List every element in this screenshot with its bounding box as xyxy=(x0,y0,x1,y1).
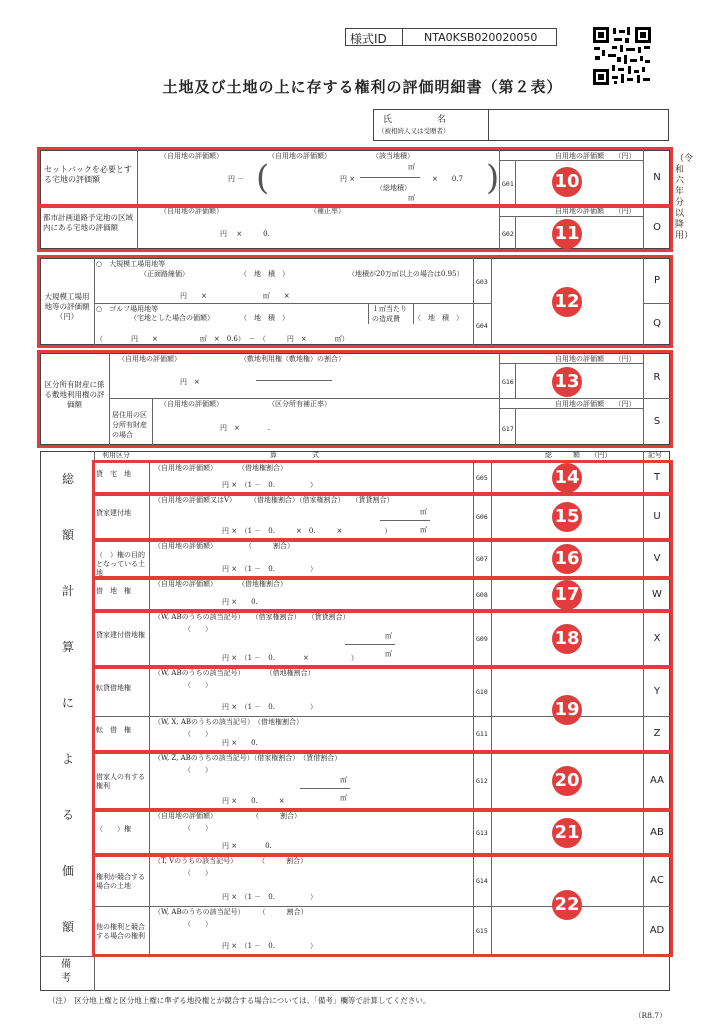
row-symbol: X xyxy=(653,633,661,644)
version-label: （R8.7） xyxy=(634,1011,667,1020)
q-label: ○ ゴルフ場用地等 xyxy=(96,305,159,313)
badge-16: 16 xyxy=(552,544,582,574)
unit-m2: ㎡ xyxy=(340,776,347,784)
col-header-symbol: 記号 xyxy=(648,451,662,459)
highlight-calc xyxy=(92,576,673,613)
r-right-header: 自用地の評価額 （円） xyxy=(555,355,636,363)
footer-note: （注） 区分地上権と区分地上権に準ずる地役権とが競合する場合については、「備考」欄等で計算してください。 xyxy=(48,996,431,1005)
row-name: 権利が競合する場合の土地 xyxy=(96,872,145,890)
badge-14: 14 xyxy=(552,463,582,493)
row-symbol: AD xyxy=(649,924,665,936)
row-name: 貸家建付借地権 xyxy=(96,631,145,639)
highlight-calc xyxy=(92,460,673,496)
r-code: G16 xyxy=(502,378,514,386)
badge-15: 15 xyxy=(552,502,582,532)
o-h2: （補正率） xyxy=(310,207,345,215)
row-sub-blank: （ ） xyxy=(184,681,212,689)
col-header-total: 総 額 （円） xyxy=(545,451,612,459)
unit-m2: ㎡ xyxy=(420,508,427,516)
row-sub-blank: （ ） xyxy=(184,824,212,832)
form-id-label: 様式ID xyxy=(350,32,387,46)
n-symbol: N xyxy=(653,172,661,183)
row-symbol: U xyxy=(653,511,661,522)
row-formula: 円 × （1 － 0. ） xyxy=(222,893,317,901)
row-name: 借 地 権 xyxy=(96,586,131,595)
section-n-label: セットバックを必要とする宅地の評価額 xyxy=(44,165,132,184)
badge-19: 19 xyxy=(552,695,582,725)
row-formula: 円 × （1 － 0. ） xyxy=(222,565,317,573)
row-sub-blank: （ ） xyxy=(184,920,212,928)
q-h2: （ 地 積 ） xyxy=(240,314,289,322)
n-h3: （該当地積） xyxy=(372,152,414,160)
q-code: G04 xyxy=(476,322,488,330)
row-code: G07 xyxy=(476,555,488,563)
unit-m2: ㎡ xyxy=(420,526,427,534)
row-formula: 円 × （1 － 0. ） xyxy=(222,481,317,489)
p-symbol: P xyxy=(653,275,661,286)
p-formula: 円 × ㎡ × xyxy=(180,292,290,300)
vertical-char: 計 xyxy=(61,584,74,598)
p-code: G03 xyxy=(476,278,488,286)
row-symbol: AA xyxy=(650,775,664,786)
q-formula: （ 円 × ㎡ × 0.6） － （ 円 × ㎡） xyxy=(96,335,349,343)
row-code: G08 xyxy=(476,590,488,599)
row-formula-header: （自用地の評価額又はV） （借地権割合）（借家権割合） （賃貸割合） xyxy=(154,496,394,504)
n-h2: （自用地の評価額） xyxy=(268,152,331,160)
vertical-char: る xyxy=(61,808,74,822)
badge-10: 10 xyxy=(552,167,582,197)
row-code: G12 xyxy=(476,777,488,785)
badge-20: 20 xyxy=(552,766,582,796)
vertical-char: 総 xyxy=(61,472,74,486)
row-code: G13 xyxy=(476,828,488,837)
highlight-calc xyxy=(92,750,673,812)
side-note: （令和六年分以降用） xyxy=(675,154,694,241)
highlight-calc xyxy=(92,492,673,542)
badge-17: 17 xyxy=(552,580,582,610)
col-header-formula: 算 式 xyxy=(270,451,319,459)
row-formula-header: （W, Z, ABのうちの該当記号）（借家権割合） （賃借割合） xyxy=(154,754,342,762)
n-code: G01 xyxy=(502,180,514,188)
vertical-char: 価 xyxy=(61,864,74,878)
p-label: ○ 大規模工場用地等 xyxy=(96,260,166,268)
row-code: G10 xyxy=(476,687,488,696)
n-m2: 円 × xyxy=(340,175,356,183)
row-name: 転貸借地権 xyxy=(96,683,131,692)
row-sub-blank: （ ） xyxy=(184,766,212,774)
unit-m2: ㎡ xyxy=(385,632,392,640)
row-formula: 円 × （1 － 0. ） xyxy=(222,703,317,711)
p-h1: （正面路線価） xyxy=(140,270,189,278)
o-right-header: 自用地の評価額 （円） xyxy=(555,207,636,215)
o-h1: （自用地の評価額） xyxy=(160,207,223,215)
row-formula-header: （自用地の評価額） （ 割合） xyxy=(154,542,294,550)
row-formula: 円 × （1 － 0. × 0. × ） xyxy=(222,527,392,535)
row-name: （ ）権の目的となっている土地 xyxy=(96,551,145,577)
row-formula-header: （自用地の評価額） （借地権割合） xyxy=(154,580,287,588)
vertical-char: 算 xyxy=(61,640,74,654)
highlight-calc xyxy=(92,853,673,957)
row-symbol: Z xyxy=(653,728,661,739)
owner-name-sub: （被相続人又は受贈者） xyxy=(378,127,450,135)
s-h2: （区分所有補正率） xyxy=(268,400,331,408)
section-pq-label: 大規模工場用地等の評価額（円） xyxy=(44,292,90,321)
row-name: 借家人の有する権利 xyxy=(96,773,145,790)
row-symbol: AC xyxy=(650,874,664,886)
row-formula-header: （W, ABのうちの該当記号） （借家権割合） （賃貸割合） xyxy=(154,613,350,621)
s-symbol: S xyxy=(653,416,661,427)
col-header-usage: 利用区分 xyxy=(102,451,130,459)
remarks-field[interactable] xyxy=(96,958,668,989)
row-formula: 円 × 0. xyxy=(222,598,258,606)
badge-21: 21 xyxy=(552,818,582,848)
row-formula-header: （自用地の評価額） （ 割合） xyxy=(154,812,301,820)
row-name: 他の権利と競合する場合の権利 xyxy=(96,922,145,940)
section-rs-label: 区分所有財産に係る敷地利用権の評価額 xyxy=(44,380,105,409)
highlight-calc xyxy=(92,808,673,857)
s-code: G17 xyxy=(502,425,514,433)
badge-22: 22 xyxy=(552,890,582,920)
vertical-char: に xyxy=(61,696,74,710)
row-formula: 円 × 0. xyxy=(222,842,272,850)
r-symbol: R xyxy=(653,372,661,383)
q-h3: １㎡当たりの造成費 xyxy=(368,304,414,324)
row-formula-header: （T, Vのうちの該当記号） （ 割合） xyxy=(154,857,308,865)
remarks-label: 備 考 xyxy=(61,959,81,984)
owner-name-label: 氏 名 xyxy=(383,115,447,125)
row-symbol: V xyxy=(653,553,661,564)
n-m1: 円 － xyxy=(228,175,245,183)
n-unit-bottom: ㎡ xyxy=(408,194,415,202)
row-code: G11 xyxy=(476,730,488,738)
vertical-char: よ xyxy=(61,752,74,766)
n-unit-top: ㎡ xyxy=(408,163,415,171)
row-symbol: T xyxy=(653,472,661,483)
s-h1: （自用地の評価額） xyxy=(160,400,223,408)
badge-12: 12 xyxy=(552,287,582,317)
r-m1: 円 × xyxy=(180,378,200,386)
s-label: 居住用の区分所有財産の場合 xyxy=(112,411,147,439)
n-h4: （総地積） xyxy=(376,184,411,192)
highlight-rs xyxy=(37,350,673,448)
q-h1: （宅地とした場合の価額） xyxy=(130,314,214,322)
row-code: G09 xyxy=(476,635,488,643)
q-h4: （ 地 積 ） xyxy=(414,314,463,322)
row-formula: 円 × 0. × xyxy=(222,797,285,805)
row-formula-header: （W, ABのうちの該当記号） （借地権割合） xyxy=(154,669,315,677)
row-code: G14 xyxy=(476,876,488,885)
p-h2: （ 地 積 ） xyxy=(240,270,289,278)
row-code: G06 xyxy=(476,513,488,521)
row-name: 転 借 権 xyxy=(96,726,131,734)
row-formula: 円 × 0. xyxy=(222,739,258,747)
row-sub-blank: （ ） xyxy=(184,730,212,738)
badge-18: 18 xyxy=(552,624,582,654)
row-formula: 円 × （1 － 0. ） xyxy=(222,942,317,950)
owner-name-field[interactable] xyxy=(490,110,667,140)
row-sub-blank: （ ） xyxy=(184,869,212,877)
highlight-calc xyxy=(92,609,673,669)
row-name: 貸家建付地 xyxy=(96,509,131,517)
n-m3: × 0.7 xyxy=(432,175,463,183)
r-h1: （自用地の評価額） xyxy=(118,355,181,363)
page-title: 土地及び土地の上に存する権利の評価明細書（第２表） xyxy=(162,78,563,96)
row-formula-header: （W, X, ABのうちの該当記号） （借地権割合） xyxy=(154,718,304,726)
q-symbol: Q xyxy=(653,318,661,329)
row-symbol: Y xyxy=(653,685,661,697)
badge-13: 13 xyxy=(552,367,582,397)
row-symbol: W xyxy=(652,588,662,600)
s-m1: 円 × . xyxy=(220,424,271,432)
r-h2: （敷地利用権（敷地権）の割合） xyxy=(240,355,345,363)
unit-m2: ㎡ xyxy=(385,650,392,658)
o-code: G02 xyxy=(502,230,514,238)
o-m1: 円 × 0. xyxy=(220,230,270,238)
vertical-char: 額 xyxy=(61,920,74,934)
row-code: G15 xyxy=(476,926,488,935)
row-name: 貸 宅 地 xyxy=(96,470,131,478)
o-symbol: O xyxy=(653,222,661,233)
highlight-calc xyxy=(92,665,673,754)
s-right-header: 自用地の評価額 （円） xyxy=(555,400,636,408)
badge-11: 11 xyxy=(552,219,582,249)
row-symbol: AB xyxy=(650,826,664,838)
unit-m2: ㎡ xyxy=(340,794,347,802)
p-h3: （地積が20万㎡以上の場合は0.95） xyxy=(348,270,464,278)
n-h1: （自用地の評価額） xyxy=(160,152,223,160)
form-id-value: NTA0KSB020020050 xyxy=(424,31,538,44)
section-o-label: 都市計画道路予定地の区域内にある宅地の評価額 xyxy=(43,213,133,232)
row-sub-blank: （ ） xyxy=(184,625,212,633)
row-formula-header: （自用地の評価額） （借地権割合） xyxy=(154,464,287,472)
row-formula-header: （W, ABのうちの該当記号） （ 割合） xyxy=(154,908,308,916)
highlight-calc xyxy=(92,538,673,580)
row-code: G05 xyxy=(476,474,488,482)
n-right-header: 自用地の評価額 （円） xyxy=(555,152,636,160)
row-name: （ ）権 xyxy=(96,824,131,833)
vertical-char: 額 xyxy=(61,528,74,542)
row-formula: 円 × （1 － 0. × ） xyxy=(222,654,358,662)
